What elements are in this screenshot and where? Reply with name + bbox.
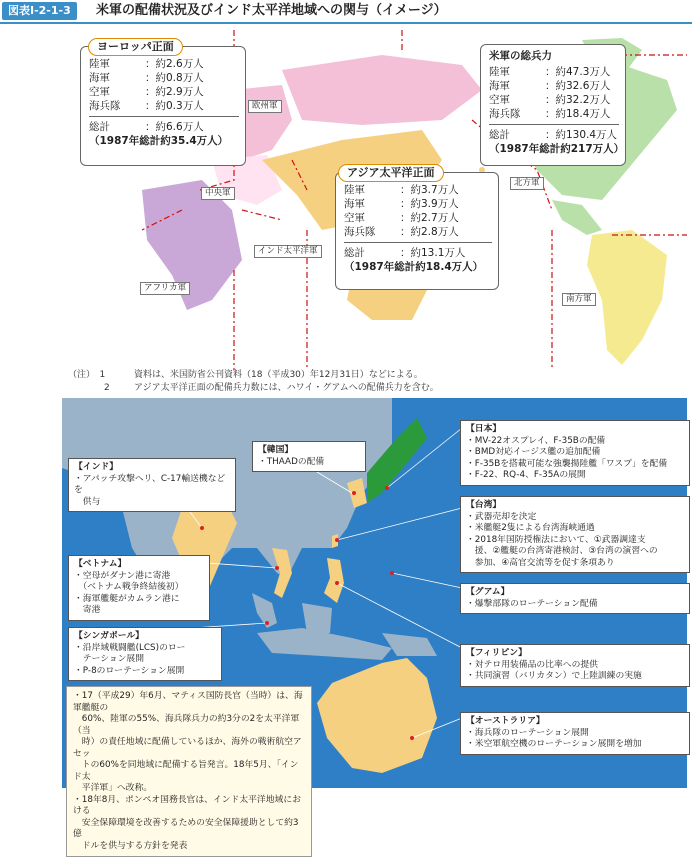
callout-taiwan: 【台湾】 ・武器売却を決定 ・米艦艇2隻による台湾海峡通過 ・2018年国防授権法において、①武器調達支 援、②艦艇の台湾寄港検討、③台湾の演習への 参加、④高官交流等を促す条項あり — [460, 496, 690, 573]
notes: （注） 1 資料は、米国防省公刊資料（18（平成30）年12月31日）などによる。 2 アジア太平洋正面の配備兵力数には、ハワイ・グアムへの配備兵力を含む。 — [68, 370, 439, 393]
global-box: 米軍の総兵力 陸軍 ：約47.3万人 海軍 ：約32.6万人 空軍 ：約32.2万人 海兵隊 ：約18.4万人 総計 ：約130.4万人 （1987年総計約217万人） — [480, 44, 626, 166]
callout-japan: 【日本】 ・MV-22オスプレイ、F-35Bの配備 ・BMD対応イージス艦の追加配備 ・F-35Bを搭載可能な強襲揚陸艦「ワスプ」を配備 ・F-22、RQ-4、F-35Aの展開 — [460, 420, 690, 486]
borneo — [302, 603, 332, 633]
summary-box: ・17（平成29）年6月、マティス国防長官（当時）は、海軍艦艇の 60%、陸軍の55%、海兵隊兵力の約3分の2を太平洋軍（当 時）の責任地域に配備しているほか、海外の戦術航空アセッ トの60%を同地域に配備する旨発言。18年5月、「インド太 平洋軍」へ改称。 ・18年8月、ポンペオ国務長官は、インド太平洋地域における 安全保障環境を改善するための安全保障援助として約3億 ドルを供与する方針を発表 — [66, 686, 312, 857]
label-indopacom: インド太平洋軍 — [254, 245, 322, 258]
figure-title: 米軍の配備状況及びインド太平洋地域への関与（イメージ） — [96, 3, 447, 18]
label-centcom: 中央軍 — [201, 187, 235, 200]
header — [0, 0, 692, 24]
label-eucom: 欧州軍 — [248, 100, 282, 113]
new-guinea — [382, 633, 437, 656]
callout-guam: 【グアム】 ・爆撃部隊のローテーション配備 — [460, 583, 690, 614]
europe-box: 陸軍 ：約2.6万人 海軍 ：約0.8万人 空軍 ：約2.9万人 海兵隊 ：約0.3万人 総計 ：約6.6万人 （1987年総計約35.4万人） — [80, 46, 246, 166]
malay — [252, 593, 277, 628]
figure-tag: 図表Ⅰ-2-1-3 — [2, 2, 77, 20]
label-southcom: 南方軍 — [562, 293, 596, 306]
callout-philippines: 【フィリピン】 ・対テロ用装備品の比率への提供 ・共同演習（バリカタン）で上陸訓練の実施 — [460, 644, 690, 687]
philippines — [324, 558, 344, 603]
asia-box: 陸軍 ：約3.7万人 海軍 ：約3.9万人 空軍 ：約2.7万人 海兵隊 ：約2.8万人 総計 ：約13.1万人 （1987年総計約18.4万人） — [335, 172, 499, 290]
callout-india: 【インド】 ・アパッチ攻撃ヘリ、C-17輸送機などを 供与 — [68, 458, 236, 512]
callout-vietnam: 【ベトナム】 ・空母がダナン港に寄港 （ベトナム戦争終結後初） ・海軍艦艇がカムラン港に 寄港 — [68, 555, 210, 621]
europe-title: ヨーロッパ正面 — [88, 38, 183, 56]
label-northcom: 北方軍 — [510, 177, 544, 190]
callout-korea: 【韓国】 ・THAADの配備 — [252, 441, 366, 472]
australia — [317, 658, 437, 773]
label-africom: アフリカ軍 — [140, 282, 190, 295]
global-title: 米軍の総兵力 — [489, 50, 552, 62]
asia-title: アジア太平洋正面 — [338, 164, 444, 182]
callout-australia: 【オーストラリア】 ・海兵隊のローテーション展開 ・米空軍航空機のローテーション展開を増加 — [460, 712, 690, 755]
callout-singapore: 【シンガポール】 ・沿岸域戦闘艦(LCS)のロー テーション展開 ・P-8のローテーション展開 — [68, 627, 222, 681]
